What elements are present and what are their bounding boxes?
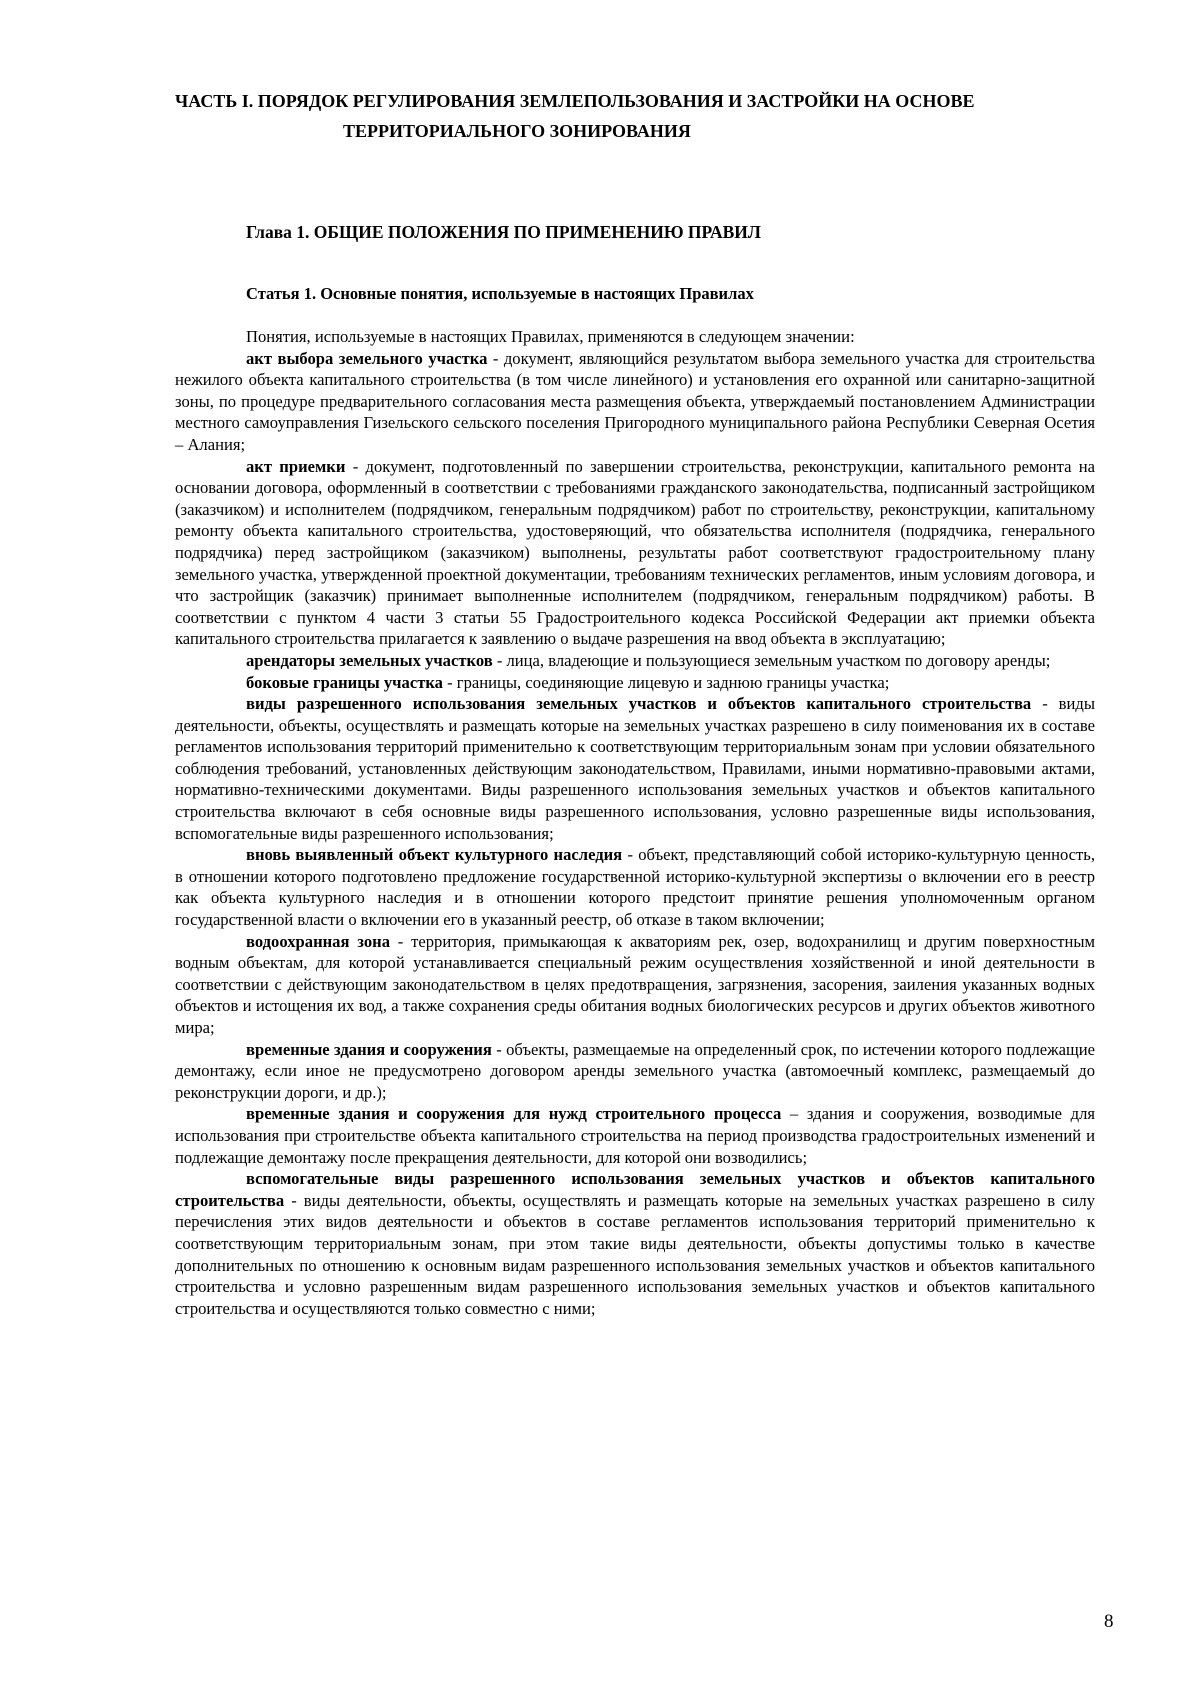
definition-text: - лица, владеющие и пользующиеся земельным участком по договору аренды; [492, 650, 1051, 670]
definition-paragraph [175, 1039, 1095, 1104]
chapter-title: Глава 1. ОБЩИЕ ПОЛОЖЕНИЯ ПО ПРИМЕНЕНИЮ ПРАВИЛ [246, 222, 761, 242]
definition-paragraph [175, 348, 1095, 456]
definition-paragraph [175, 844, 1095, 930]
definition-term: виды разрешенного использования земельных участков и объектов капитального строительства [246, 694, 1032, 714]
definition-text: - виды деятельности, объекты, осуществлять и размещать которые на земельных участках разрешено в силу поименования их в составе регламентов использования территорий применительно к соответствующим территориальным зонам при условии обязательного соблюдения требований, установленных действующим законодательством, Правилами, иными нормативно-правовыми актами, нормативно-техническими документами. Виды разрешенного использования земельных участков и объектов капитального строительства включают в себя основные виды разрешенного использования, условно разрешенные виды использования, вспомогательные виды разрешенного использования; [175, 694, 1095, 843]
definition-term: арендаторы земельных участков [246, 650, 493, 670]
definition-text: - объекты, размещаемые на определенный срок, по истечении которого подлежащие демонтажу, если иное не предусмотрено договором аренды земельного участка (автомоечный комплекс, размещаемый до реконструкции дороги, и др.); [175, 1039, 1095, 1102]
definition-text: – здания и сооружения, возводимые для использования при строительстве объекта капитального строительства на период производства градостроительных изменений и подлежащие демонтажу после прекращения деятельности, для которой они возводились; [175, 1104, 1095, 1167]
definition-paragraph [175, 693, 1095, 844]
definition-text: - виды деятельности, объекты, осуществлять и размещать которые на земельных участках разрешено в силу перечисления этих видов деятельности и объектов в составе регламентов использования территорий применительно к соответствующим территориальным зонам, при этом такие виды деятельности, объекты допустимы только в качестве дополнительных по отношению к основным видам разрешенного использования земельных участков и объектов капитального строительства и условно разрешенным видам разрешенного использования земельных участков и объектов капитального строительства и осуществляются только совместно с ними; [175, 1190, 1095, 1318]
part-title [175, 86, 1095, 146]
definition-term: акт выбора земельного участка [246, 348, 488, 368]
article-body [175, 326, 1095, 1319]
part-title-line-2: ТЕРРИТОРИАЛЬНОГО ЗОНИРОВАНИЯ [343, 121, 691, 141]
definition-term: временные здания и сооружения для нужд строительного процесса [246, 1104, 782, 1124]
article-title: Статья 1. Основные понятия, используемые в настоящих Правилах [246, 284, 754, 303]
definition-text: - документ, подготовленный по завершении строительства, реконструкции, капитального ремонта на основании договора, оформленный в соответствии с требованиями гражданского законодательства, подписанный застройщиком (заказчиком) и исполнителем (подрядчиком, генеральным подрядчиком) работ по строительству, реконструкции, капитальному ремонту объекта капитального строительства, удостоверяющий, что обязательства исполнителя (подрядчика, генерального подрядчика) перед застройщиком (заказчиком) выполнены, результаты работ соответствуют градостроительному плану земельного участка, утвержденной проектной документации, требованиям технических регламентов, иным условиям договора, и что застройщик (заказчик) принимает выполненные исполнителем (подрядчиком, генеральным подрядчиком) работы. В соответствии с пунктом 4 части 3 статьи 55 Градостроительного кодекса Российской Федерации акт приемки объекта капитального строительства прилагается к заявлению о выдаче разрешения на ввод объекта в эксплуатацию; [175, 456, 1095, 649]
definition-term: временные здания и сооружения [246, 1039, 492, 1059]
definition-text: - территория, примыкающая к акваториям рек, озер, водохранилищ и другим поверхностным водным объектам, для которой устанавливается специальный режим осуществления хозяйственной и иной деятельности в соответствии с действующим законодательством в целях предотвращения, загрязнения, засорения, заиления указанных водных объектов и истощения их вод, а также сохранения среды обитания водных биологических ресурсов и других объектов животного мира; [175, 931, 1096, 1037]
definition-term: вспомогательные виды разрешенного использования земельных участков и объектов капитального строительства [175, 1169, 1095, 1210]
definition-text: - объект, представляющий собой историко-культурную ценность, в отношении которого подготовлено предложение государственной историко-культурной экспертизы о включении его в реестр как объекта культурного наследия и в отношении которого предстоит принятие решения уполномоченным органом государственной власти о включении его в указанный реестр, об отказе в таком включении; [175, 845, 1095, 930]
definition-text: - документ, являющийся результатом выбора земельного участка для строительства нежилого объекта капитального строительства (в том числе линейного) и установления его охранной или санитарно-защитной зоны, по процедуре предварительного согласования места размещения объекта, утверждаемый постановлением Администрации местного самоуправления Гизельского сельского поселения Пригородного муниципального района Республики Северная Осетия – Алания; [175, 348, 1095, 454]
definition-term: акт приемки [246, 456, 346, 476]
definition-paragraph [175, 672, 1095, 694]
intro-paragraph: Понятия, используемые в настоящих Правилах, применяются в следующем значении: [246, 327, 855, 346]
definition-paragraph [175, 1168, 1095, 1319]
page-number: 8 [1104, 1611, 1114, 1632]
definition-paragraph [175, 931, 1095, 1039]
definition-paragraph [175, 650, 1095, 672]
definition-paragraph [175, 1103, 1095, 1168]
definition-paragraph [175, 456, 1095, 650]
definition-text: - границы, соединяющие лицевую и заднюю границы участка; [442, 672, 890, 692]
definition-term: вновь выявленный объект культурного наследия [246, 845, 623, 865]
definition-term: боковые границы участка [246, 672, 443, 692]
definition-term: водоохранная зона [246, 931, 390, 951]
part-title-line-1: ЧАСТЬ I. ПОРЯДОК РЕГУЛИРОВАНИЯ ЗЕМЛЕПОЛЬЗОВАНИЯ И ЗАСТРОЙКИ НА ОСНОВЕ [175, 91, 975, 111]
